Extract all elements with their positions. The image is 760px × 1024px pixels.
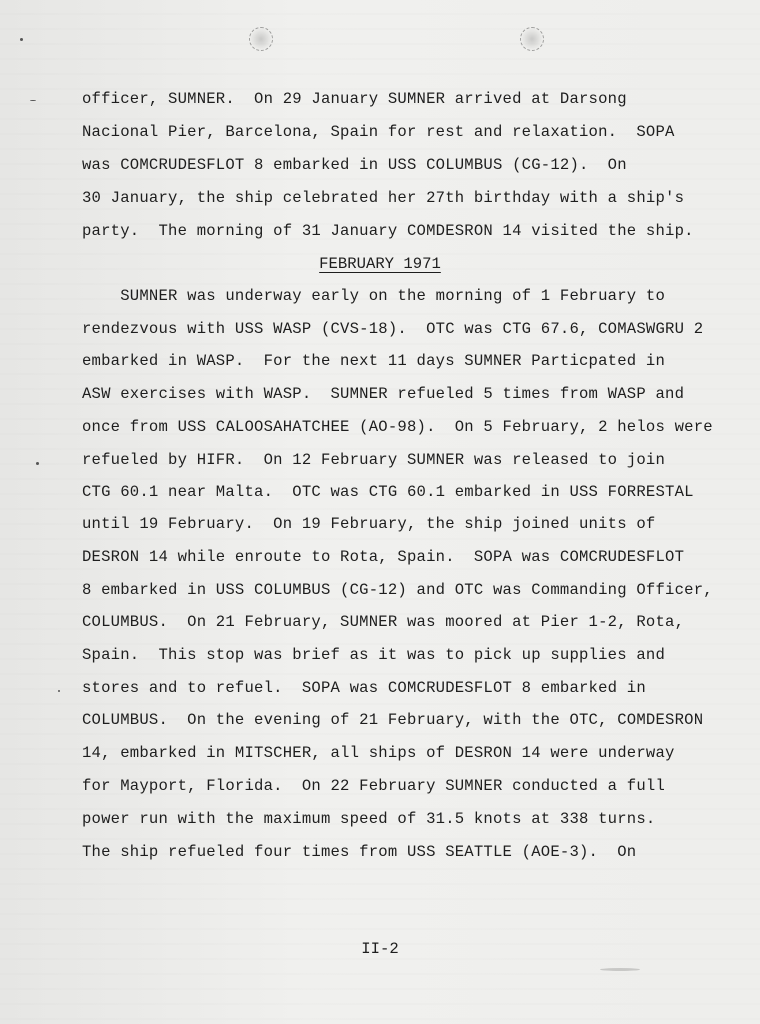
text-line-20: 14, embarked in MITSCHER, all ships of DESRON 14 were underway bbox=[82, 744, 675, 762]
text-line-21: for Mayport, Florida. On 22 February SUMNER conducted a full bbox=[82, 777, 666, 795]
text-line-2: Nacional Pier, Barcelona, Spain for rest and relaxation. SOPA bbox=[82, 123, 675, 141]
scan-speck bbox=[36, 462, 39, 465]
text-line-14: DESRON 14 while enroute to Rota, Spain. SOPA was COMCRUDESFLOT bbox=[82, 548, 685, 566]
text-line-16: COLUMBUS. On 21 February, SUMNER was moored at Pier 1-2, Rota, bbox=[82, 613, 685, 631]
text-line-7: rendezvous with USS WASP (CVS-18). OTC was CTG 67.6, COMASWGRU 2 bbox=[82, 320, 704, 338]
scan-speck bbox=[20, 38, 23, 41]
text-line-18: stores and to refuel. SOPA was COMCRUDESFLOT 8 embarked in bbox=[82, 679, 646, 697]
text-line-9: ASW exercises with WASP. SUMNER refueled 5 times from WASP and bbox=[82, 385, 685, 403]
text-line-15: 8 embarked in USS COLUMBUS (CG-12) and OTC was Commanding Officer, bbox=[82, 581, 713, 599]
page-number: II-2 bbox=[361, 940, 399, 958]
text-line-17: Spain. This stop was brief as it was to pick up supplies and bbox=[82, 646, 666, 664]
text-line-11: refueled by HIFR. On 12 February SUMNER was released to join bbox=[82, 451, 666, 469]
text-line-6: SUMNER was underway early on the morning of 1 February to bbox=[82, 287, 666, 305]
text-line-12: CTG 60.1 near Malta. OTC was CTG 60.1 embarked in USS FORRESTAL bbox=[82, 483, 694, 501]
scan-speck bbox=[600, 968, 640, 971]
text-line-1: officer, SUMNER. On 29 January SUMNER arrived at Darsong bbox=[82, 90, 627, 108]
section-heading-text: FEBRUARY 1971 bbox=[319, 255, 441, 273]
text-line-19: COLUMBUS. On the evening of 21 February, with the OTC, COMDESRON bbox=[82, 711, 704, 729]
punch-hole-right bbox=[520, 27, 544, 51]
text-line-10: once from USS CALOOSAHATCHEE (AO-98). On 5 February, 2 helos were bbox=[82, 418, 713, 436]
scan-speck bbox=[58, 690, 60, 692]
text-line-13: until 19 February. On 19 February, the ship joined units of bbox=[82, 515, 656, 533]
punch-hole-left bbox=[249, 27, 273, 51]
text-line-5: party. The morning of 31 January COMDESRON 14 visited the ship. bbox=[82, 222, 694, 240]
text-line-23: The ship refueled four times from USS SEATTLE (AOE-3). On bbox=[82, 843, 637, 861]
text-line-3: was COMCRUDESFLOT 8 embarked in USS COLUMBUS (CG-12). On bbox=[82, 156, 627, 174]
text-line-8: embarked in WASP. For the next 11 days SUMNER Particpated in bbox=[82, 352, 666, 370]
scan-speck bbox=[30, 100, 36, 101]
text-line-22: power run with the maximum speed of 31.5 knots at 338 turns. bbox=[82, 810, 656, 828]
text-line-4: 30 January, the ship celebrated her 27th birthday with a ship's bbox=[82, 189, 685, 207]
section-heading bbox=[0, 255, 760, 273]
